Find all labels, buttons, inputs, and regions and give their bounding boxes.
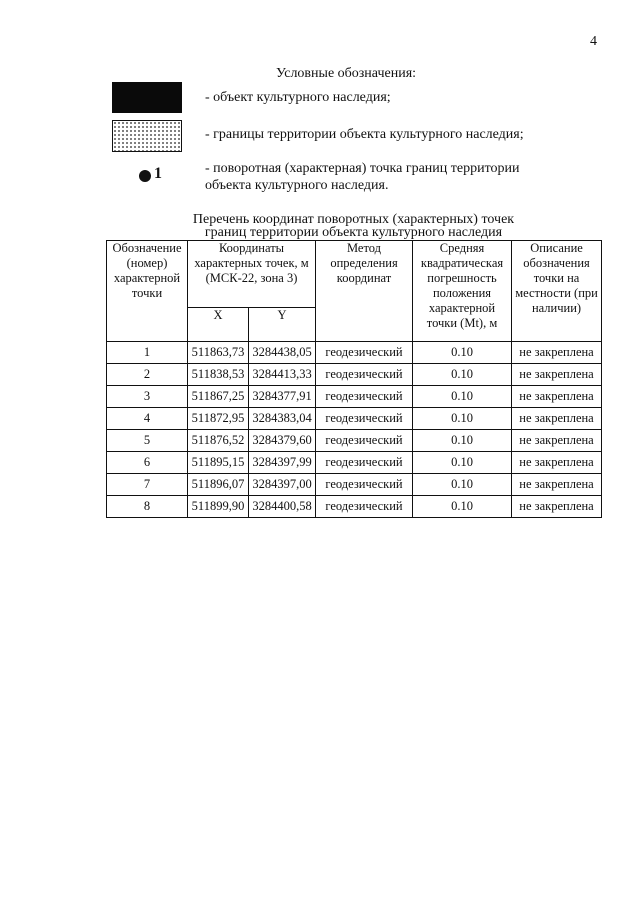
cell-x: 511867,25	[188, 386, 249, 408]
cell-point-number: 2	[107, 364, 188, 386]
cell-method: геодезический	[316, 364, 413, 386]
cell-y: 3284413,33	[249, 364, 316, 386]
cell-y: 3284397,00	[249, 474, 316, 496]
table-row	[107, 364, 602, 386]
page-number: 4	[590, 34, 597, 49]
legend-item-turning-point: - поворотная (характерная) точка границ территории объекта культурного наследия.	[205, 161, 520, 193]
territory-boundary-swatch	[112, 120, 182, 152]
cell-description: не закреплена	[512, 452, 602, 474]
table-row	[107, 496, 602, 518]
table-row	[107, 430, 602, 452]
table-row	[107, 452, 602, 474]
header-coordinates: Координаты характерных точек, м (МСК-22, зона 3)	[188, 241, 316, 308]
heritage-object-swatch	[112, 82, 182, 113]
cell-x: 511838,53	[188, 364, 249, 386]
cell-x: 511895,15	[188, 452, 249, 474]
legend-title: Условные обозначения:	[276, 66, 417, 81]
table-row	[107, 386, 602, 408]
cell-x: 511896,07	[188, 474, 249, 496]
header-y: Y	[249, 308, 316, 342]
cell-method: геодезический	[316, 474, 413, 496]
table-title-line1: Перечень координат поворотных (характерных) точек	[192, 212, 515, 227]
cell-method: геодезический	[316, 430, 413, 452]
cell-x: 511876,52	[188, 430, 249, 452]
cell-error: 0.10	[413, 452, 512, 474]
header-error: Средняя квадратическая погрешность положения характерной точки (Mt), м	[413, 241, 512, 342]
cell-method: геодезический	[316, 496, 413, 518]
cell-description: не закреплена	[512, 342, 602, 364]
table-row	[107, 342, 602, 364]
cell-description: не закреплена	[512, 408, 602, 430]
cell-description: не закреплена	[512, 430, 602, 452]
cell-point-number: 3	[107, 386, 188, 408]
cell-y: 3284438,05	[249, 342, 316, 364]
cell-error: 0.10	[413, 430, 512, 452]
cell-point-number: 7	[107, 474, 188, 496]
legend-item-heritage-object: - объект культурного наследия;	[205, 90, 391, 105]
cell-error: 0.10	[413, 408, 512, 430]
cell-description: не закреплена	[512, 496, 602, 518]
cell-error: 0.10	[413, 386, 512, 408]
cell-y: 3284383,04	[249, 408, 316, 430]
cell-point-number: 8	[107, 496, 188, 518]
header-method: Метод определения координат	[316, 241, 413, 342]
point-marker-label: 1	[154, 165, 162, 182]
cell-point-number: 1	[107, 342, 188, 364]
cell-y: 3284397,99	[249, 452, 316, 474]
cell-x: 511863,73	[188, 342, 249, 364]
cell-method: геодезический	[316, 342, 413, 364]
header-x: X	[188, 308, 249, 342]
table-title-line2: границ территории объекта культурного наследия	[204, 225, 503, 240]
point-marker-icon	[139, 170, 151, 182]
cell-point-number: 5	[107, 430, 188, 452]
header-description: Описание обозначения точки на местности (при наличии)	[512, 241, 602, 342]
cell-point-number: 4	[107, 408, 188, 430]
cell-y: 3284379,60	[249, 430, 316, 452]
cell-y: 3284400,58	[249, 496, 316, 518]
cell-method: геодезический	[316, 452, 413, 474]
cell-x: 511899,90	[188, 496, 249, 518]
cell-description: не закреплена	[512, 474, 602, 496]
header-designation: Обозначение (номер) характерной точки	[107, 241, 188, 342]
cell-error: 0.10	[413, 342, 512, 364]
cell-x: 511872,95	[188, 408, 249, 430]
table-row	[107, 408, 602, 430]
cell-y: 3284377,91	[249, 386, 316, 408]
cell-method: геодезический	[316, 386, 413, 408]
legend-item-territory-boundary: - границы территории объекта культурного наследия;	[205, 127, 524, 142]
cell-error: 0.10	[413, 496, 512, 518]
coordinates-table	[106, 240, 602, 518]
cell-point-number: 6	[107, 452, 188, 474]
cell-description: не закреплена	[512, 386, 602, 408]
table-row	[107, 474, 602, 496]
cell-error: 0.10	[413, 474, 512, 496]
cell-method: геодезический	[316, 408, 413, 430]
cell-error: 0.10	[413, 364, 512, 386]
cell-description: не закреплена	[512, 364, 602, 386]
